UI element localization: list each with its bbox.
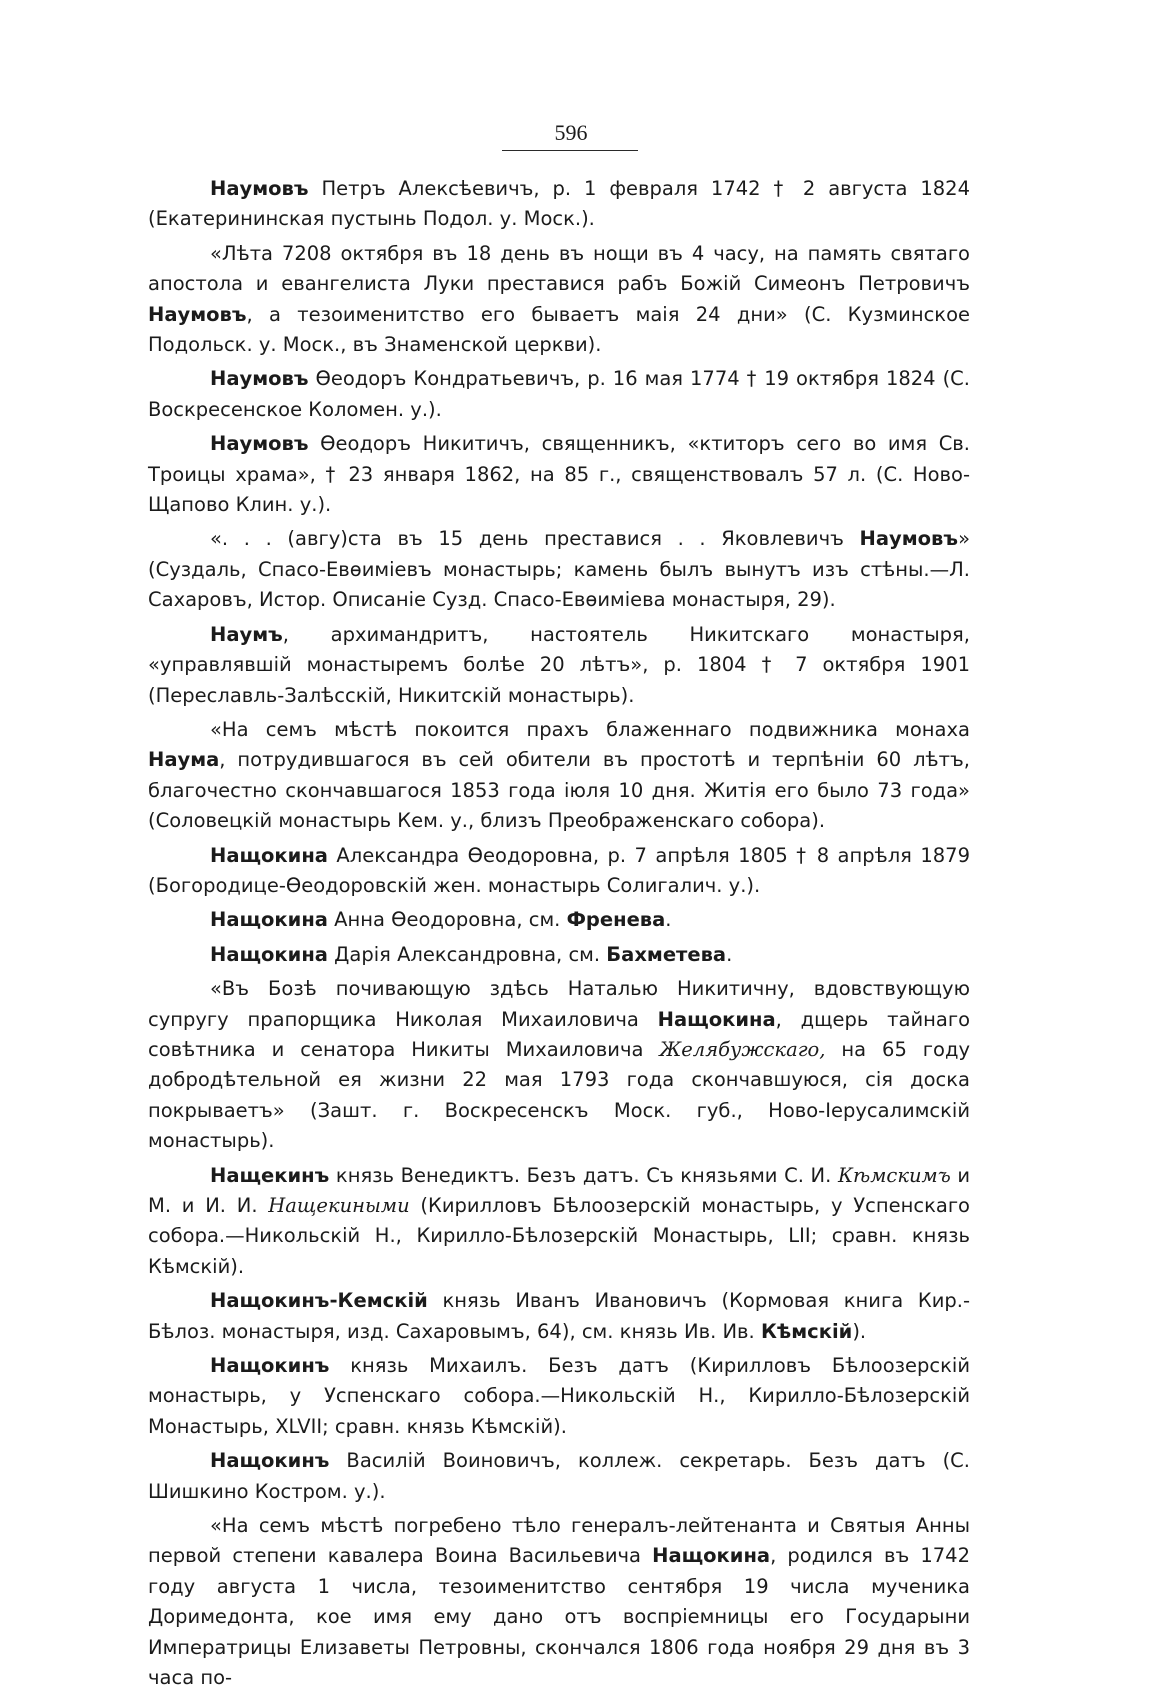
page-number: 596 [554, 120, 588, 145]
text-run: ). [852, 1319, 867, 1343]
paragraph [148, 429, 970, 520]
entry-name: Нащокинъ [210, 1354, 330, 1378]
text-run: Дарія Александровна, см. [327, 942, 607, 966]
body-text [148, 174, 970, 1694]
text-run: князь Венедиктъ. Безъ датъ. Съ князьями С. И. [329, 1163, 838, 1187]
paragraph [148, 364, 970, 425]
paragraph [148, 174, 970, 235]
text-run: на 65 году добродѣтельной ея жизни 22 мая 1793 года скончавшуюся, сія доска покрываетъ» (Зашт. г. Воскресенскъ Моск. губ., Ново-Іерусалимскій монастырь). [148, 1037, 971, 1153]
text-run: «На семъ мѣстѣ погребено тѣло генералъ-лейтенанта и Святыя Анны первой степени кавалера Воина Васильевича [148, 1514, 970, 1568]
text-run: Анна Ѳеодоровна, см. [327, 908, 567, 932]
text-run: Петръ Алексѣевичъ, р. 1 февраля 1742 † 2 августа 1824 (Екатерининская пустынь Подол. у. Моск.). [148, 177, 970, 231]
text-run: Ѳеодоръ Никитичъ, священникъ, «ктиторъ сего во имя Св. Троицы храма», † 23 января 1862, на 85 г., священствовалъ 57 л. (С. Ново-Щапово Клин. у.). [148, 432, 970, 517]
page-number-rule [502, 150, 638, 151]
entry-name: Нащокина [210, 942, 328, 966]
paragraph [148, 1511, 970, 1693]
entry-name: Бахметева [606, 942, 727, 966]
entry-name: Наумовъ [210, 367, 309, 391]
text-run: князь Михаилъ. Безъ датъ (Кирилловъ Бѣлоозерскій монастырь, у Успенскаго собора.—Никольскій Н., Кирилло-Бѣлозерскій Монастырь, XLVII; сравн. князь Кѣмскій). [148, 1354, 970, 1438]
text-run: князь Иванъ Ивановичъ (Кормовая книга Кир.-Бѣлоз. монастыря, изд. Сахаровымъ, 64), см. князь Ив. Ив. [148, 1289, 970, 1343]
text-run: Ѳеодоръ Кондратьевичъ, р. 16 мая 1774 † 19 октября 1824 (С. Воскресенское Коломен. у.). [148, 367, 970, 421]
paragraph [148, 905, 970, 935]
paragraph [148, 1161, 970, 1283]
text-run: , а тезоименитство его бываетъ маія 24 дни» (С. Кузминское Подольск. у. Моск., въ Знаменской церкви). [148, 302, 970, 357]
text-run: , архимандритъ, настоятель Никитскаго монастыря, «управлявшій монастыремъ болѣе 20 лѣтъ», р. 1804 † 7 октября 1901 (Переславль-Залѣсскій, Никитскій монастырь). [148, 622, 970, 707]
paragraph [148, 1446, 970, 1507]
paragraph [148, 620, 970, 711]
entry-name: Нащокина [652, 1544, 771, 1568]
text-run: , дщерь тайнаго совѣтника и сенатора Никиты Михаиловича [148, 1007, 970, 1061]
text-run: «Въ Бозѣ почивающую здѣсь Наталью Никитичну, вдовствующую супругу прапорщика Николая Михаиловича [148, 977, 970, 1031]
entry-name: Нащокина [657, 1007, 776, 1031]
entry-name: Наумовъ [148, 302, 247, 326]
entry-name: Нащокина [210, 908, 328, 932]
entry-name: Нащекинъ [210, 1163, 330, 1187]
entry-name: Нащокинъ [210, 1449, 330, 1473]
italic-name: Желябужскаго, [659, 1037, 826, 1061]
entry-name: Наумъ [210, 622, 283, 646]
text-run: Александра Ѳеодоровна, р. 7 апрѣля 1805 † 8 апрѣля 1879 (Богородице-Ѳеодоровскій жен. монастырь Солигалич. у.). [148, 843, 970, 897]
text-run: » (Суздаль, Спасо-Евѳиміевъ монастырь; камень былъ вынутъ изъ стѣны.—Л. Сахаровъ, Истор. Описаніе Сузд. Спасо-Евѳиміева монастыря, 29). [148, 527, 970, 612]
text-run: . [726, 942, 733, 966]
entry-name: Нащокина [210, 843, 328, 867]
paragraph [148, 940, 970, 970]
text-run: «На семъ мѣстѣ покоится прахъ блаженнаго подвижника монаха [210, 717, 970, 741]
entry-name: Френева [566, 908, 666, 932]
text-run: , родился въ 1742 году августа 1 числа, тезоименитство сентября 19 числа мученика Доримедонта, кое имя ему дано отъ воспріемницы его Государыни Императрицы Елизаветы Петровны, скончался 1806 года ноября 29 дня въ 3 часа по- [148, 1544, 970, 1690]
text-run: (Кирилловъ Бѣлоозерскій монастырь, у Успенскаго собора.—Никольскій Н., Кирилло-Бѣлозерскій Монастырь, LII; сравн. князь Кѣмскій). [148, 1194, 970, 1278]
text-run: и М. и И. И. [148, 1163, 970, 1217]
paragraph [148, 974, 970, 1156]
entry-name: Кѣмскій [760, 1319, 853, 1343]
italic-name: Кѣмскимъ [837, 1163, 951, 1187]
entry-name: Наума [148, 748, 220, 772]
paragraph [148, 1286, 970, 1347]
text-run: «Лѣта 7208 октября въ 18 день въ нощи въ 4 часу, на память святаго апостола и евангелиста Луки преставися рабъ Божій Симеонъ Петровичъ [148, 241, 970, 296]
italic-name: Нащекиными [268, 1194, 410, 1217]
text-run: «. . . (авгу)ста въ 15 день преставися . . Яковлевичъ [210, 527, 860, 551]
paragraph [148, 239, 970, 361]
entry-name: Наумовъ [859, 527, 959, 551]
text-run: . [665, 908, 672, 932]
text-run: , потрудившагося въ сей обители въ простотѣ и терпѣніи 60 лѣтъ, благочестно скончавшагося 1853 года іюля 10 дня. Житія его было 73 года» (Соловецкій монастырь Кем. у., близъ Преображенскаго собора). [148, 748, 970, 833]
paragraph [148, 715, 970, 837]
paragraph [148, 524, 970, 615]
entry-name: Нащокинъ-Кемскій [210, 1289, 428, 1313]
paragraph [148, 1351, 970, 1442]
entry-name: Наумовъ [210, 432, 309, 456]
entry-name: Наумовъ [210, 177, 309, 200]
text-run: Василій Воиновичъ, коллеж. секретарь. Безъ датъ (С. Шишкино Костром. у.). [148, 1449, 970, 1503]
paragraph [148, 841, 970, 902]
